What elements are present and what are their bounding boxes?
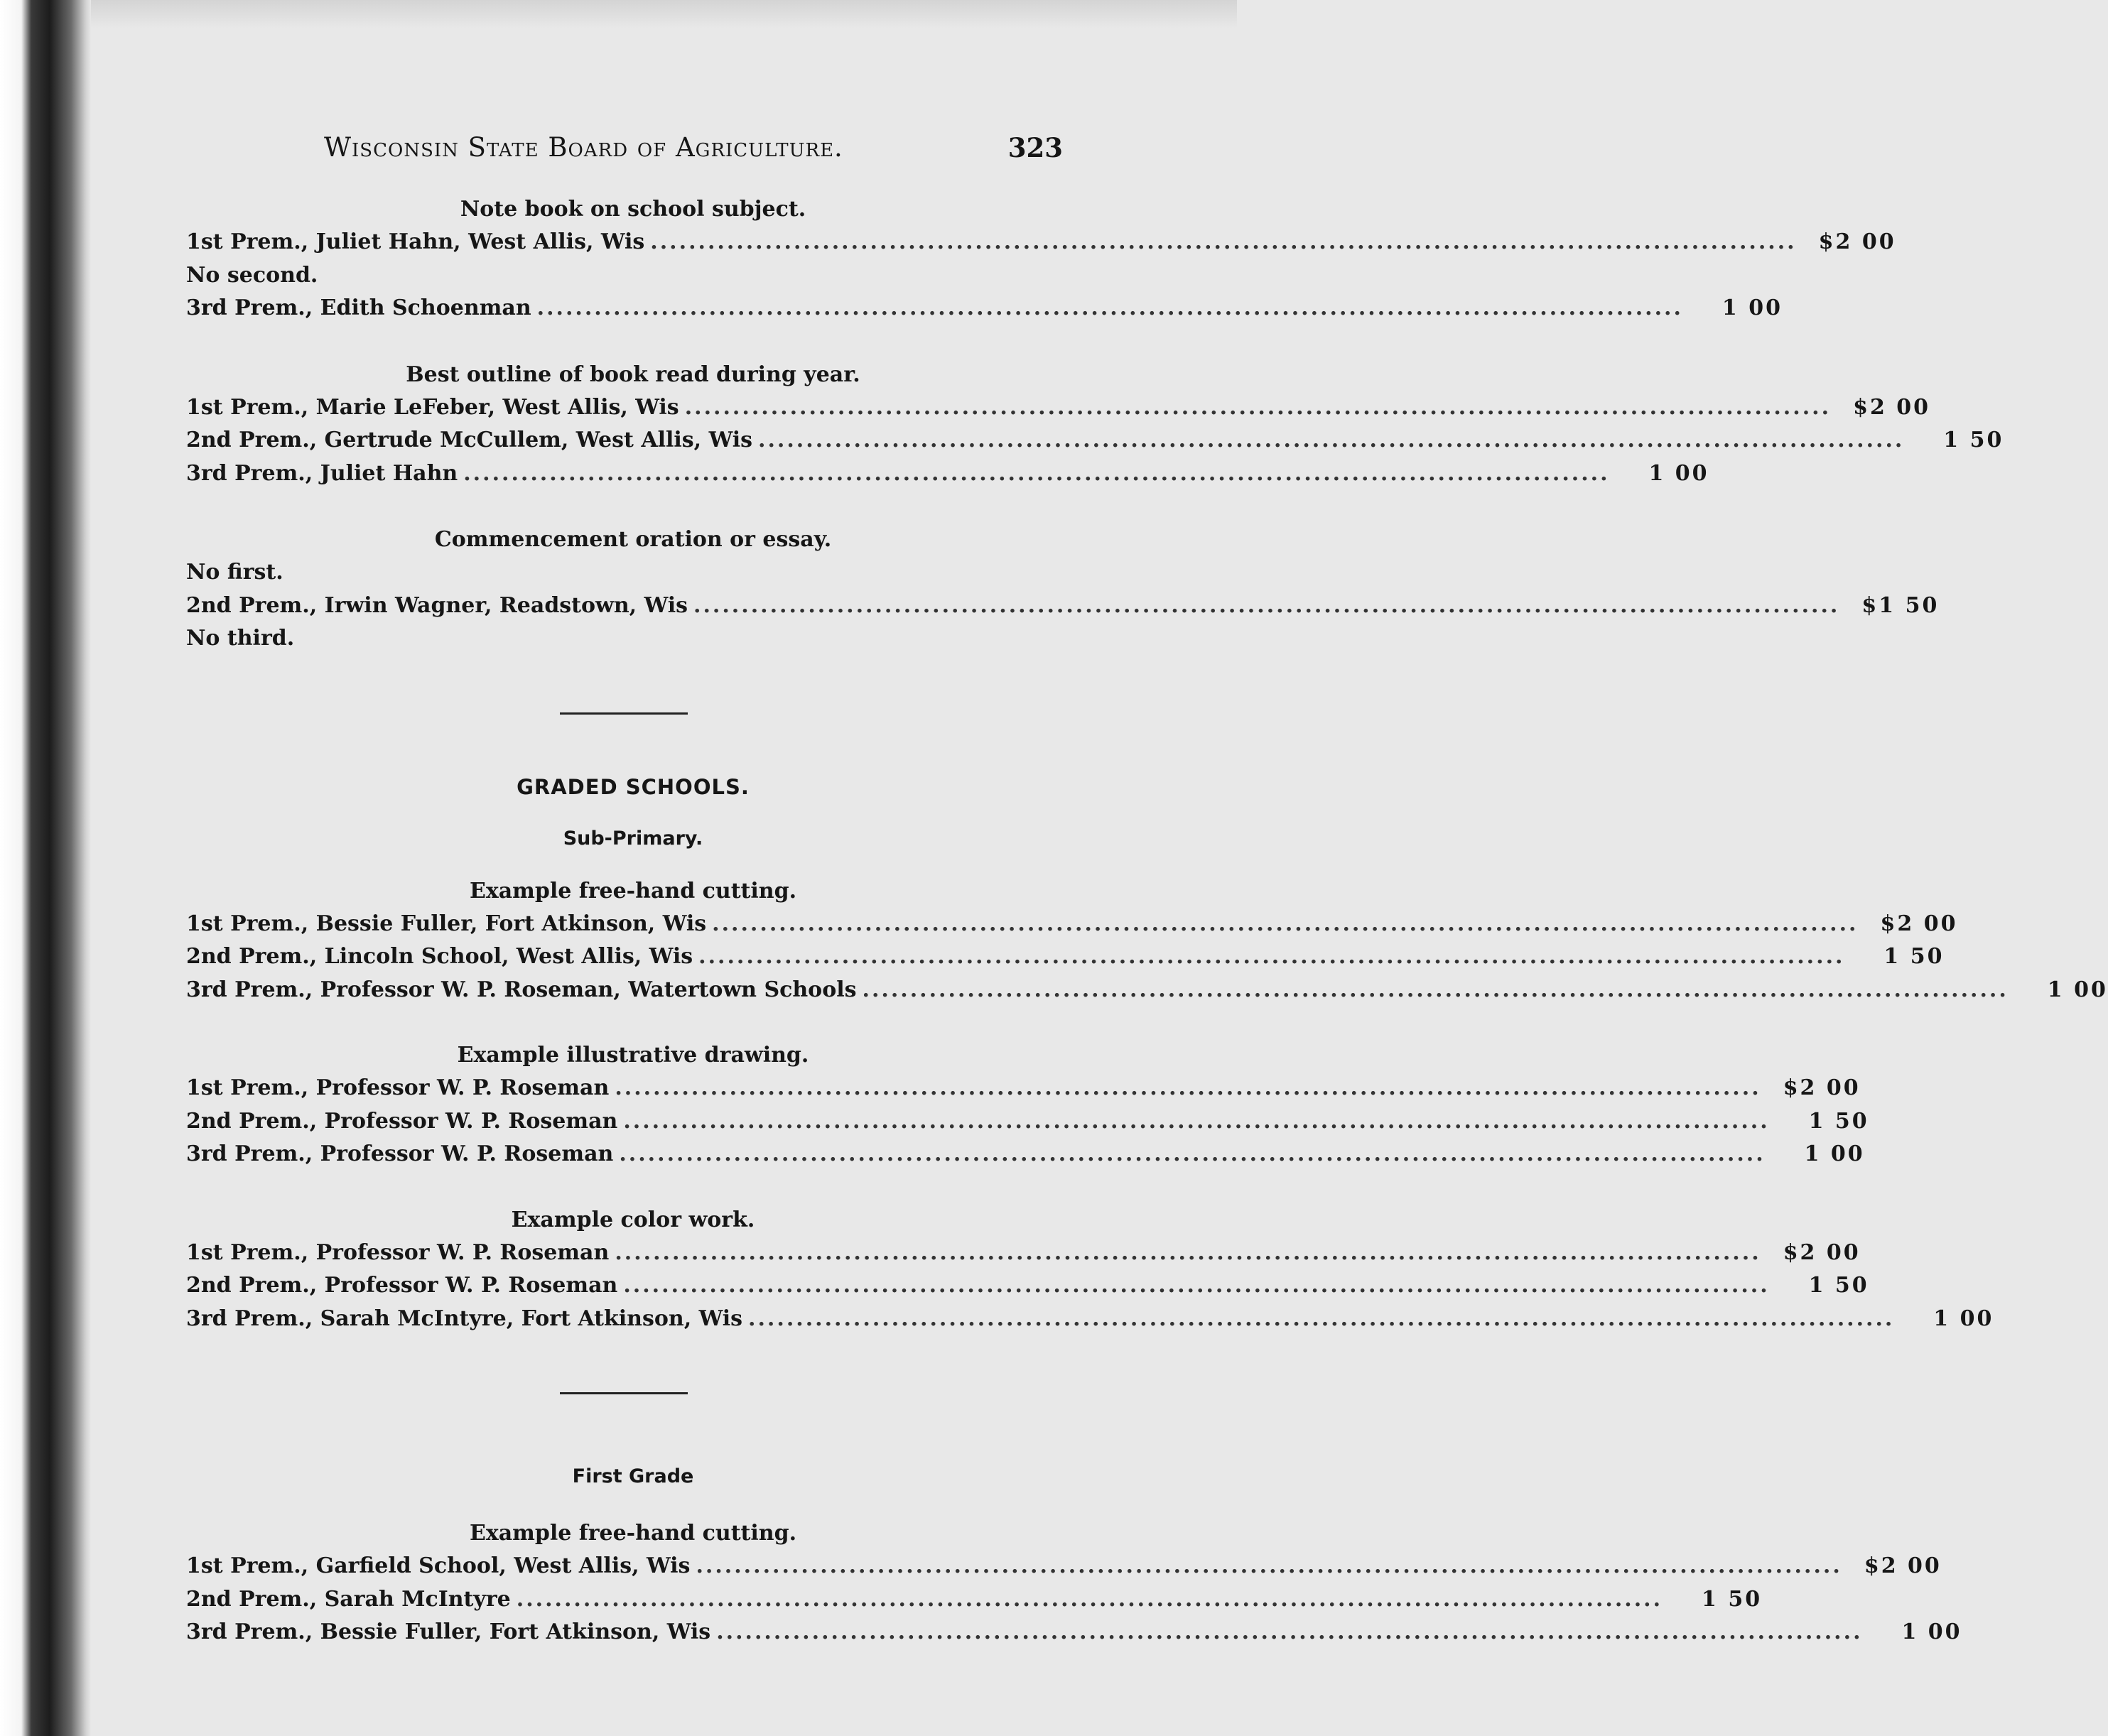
premium-entry: 1st Prem., Garfield School, West Allis, Wis — [186, 1553, 691, 1578]
dot-leader: ........................................................................................................................ — [693, 592, 1840, 618]
premium-amount: 1 50 — [1943, 428, 2004, 452]
running-title: Wisconsin State Board of Agriculture. — [324, 132, 843, 163]
graded-schools-title: GRADED SCHOOLS. — [517, 774, 750, 799]
section-heading: Commencement oration or essay. — [434, 527, 832, 552]
premium-entry: 3rd Prem., Professor W. P. Roseman, Watertown Schools — [186, 977, 857, 1002]
section-heading: Example free-hand cutting. — [469, 878, 797, 904]
scan-shadow-top — [0, 0, 1237, 28]
dot-leader: ........................................................................................................................ — [716, 1620, 1863, 1644]
page-number: 323 — [1007, 132, 1063, 163]
no-award-note: No second. — [186, 262, 318, 288]
premium-amount: $2 00 — [1783, 1075, 1861, 1100]
dot-leader: ........................................................................................................................ — [536, 295, 1683, 320]
premium-row — [186, 292, 1783, 325]
premium-entry: 1st Prem., Professor W. P. Roseman — [186, 1239, 610, 1265]
dot-leader: ........................................................................................................................ — [862, 977, 2009, 1002]
premium-row — [186, 1583, 1763, 1617]
premium-row — [186, 1303, 1994, 1336]
premium-amount: 1 50 — [1808, 1108, 1869, 1134]
dot-leader: ........................................................................................................................ — [615, 1075, 1761, 1100]
dot-leader: ........................................................................................................................ — [698, 944, 1845, 969]
section-heading: Best outline of book read during year. — [406, 362, 860, 387]
premium-entry: 2nd Prem., Irwin Wagner, Readstown, Wis — [186, 592, 688, 618]
premium-amount: $2 00 — [1853, 394, 1931, 420]
page-header — [324, 132, 1063, 168]
premium-amount: 1 50 — [1808, 1273, 1869, 1298]
dot-leader: ........................................................................................................................ — [463, 460, 1610, 486]
section-heading: Example color work. — [511, 1207, 755, 1232]
no-award-note: No first. — [186, 560, 283, 585]
premium-row — [186, 457, 1709, 491]
premium-amount: $2 00 — [1864, 1553, 1942, 1578]
premium-row — [186, 1072, 1861, 1105]
premium-amount: 1 50 — [1883, 944, 1945, 969]
dot-leader: ........................................................................................................................ — [619, 1141, 1766, 1166]
premium-entry: 3rd Prem., Bessie Fuller, Fort Atkinson, Wis — [186, 1620, 711, 1644]
sub-primary-title: Sub-Primary. — [563, 827, 703, 850]
premium-entry: 2nd Prem., Gertrude McCullem, West Allis, Wis — [186, 428, 753, 452]
premium-row — [186, 391, 1931, 425]
page-body — [186, 193, 2108, 1649]
premium-entry: 2nd Prem., Professor W. P. Roseman — [186, 1108, 618, 1134]
section-heading: Note book on school subject. — [460, 197, 806, 222]
premium-entry: 1st Prem., Bessie Fuller, Fort Atkinson, Wis — [186, 911, 707, 936]
dot-leader: ........................................................................................................................ — [696, 1553, 1842, 1578]
premium-amount: $2 00 — [1783, 1239, 1861, 1265]
premium-row — [186, 1138, 1865, 1171]
section-heading: Example illustrative drawing. — [457, 1043, 809, 1068]
premium-row — [186, 1105, 1869, 1139]
dot-leader: ........................................................................................................................ — [758, 428, 1905, 452]
premium-entry: 2nd Prem., Lincoln School, West Allis, Wis — [186, 944, 693, 969]
premium-entry: 1st Prem., Professor W. P. Roseman — [186, 1075, 610, 1100]
no-award-note: No third. — [186, 626, 295, 651]
premium-amount: 1 00 — [2047, 977, 2108, 1002]
premium-row — [186, 908, 1958, 941]
premium-entry: 2nd Prem., Sarah McIntyre — [186, 1586, 511, 1612]
dot-leader: ........................................................................................................................ — [623, 1273, 1770, 1298]
premium-row — [186, 590, 1940, 623]
premium-row — [186, 226, 1896, 259]
premium-entry: 1st Prem., Marie LeFeber, West Allis, Wis — [186, 394, 679, 420]
premium-amount: 1 00 — [1901, 1620, 1962, 1644]
dot-leader: ........................................................................................................................ — [623, 1108, 1770, 1134]
first-grade-title: First Grade — [572, 1465, 694, 1487]
premium-entry: 3rd Prem., Professor W. P. Roseman — [186, 1141, 614, 1166]
premium-entry: 3rd Prem., Juliet Hahn — [186, 460, 458, 486]
premium-amount: 1 50 — [1702, 1586, 1763, 1612]
premium-entry: 2nd Prem., Professor W. P. Roseman — [186, 1273, 618, 1298]
dot-leader: ........................................................................................................................ — [748, 1306, 1895, 1331]
premium-amount: $2 00 — [1880, 911, 1958, 936]
premium-row — [186, 1616, 1962, 1649]
premium-amount: 1 00 — [1648, 460, 1709, 486]
premium-entry: 3rd Prem., Sarah McIntyre, Fort Atkinson, Wis — [186, 1306, 743, 1331]
dot-leader: ........................................................................................................................ — [684, 394, 1832, 420]
premium-amount: 1 00 — [1933, 1306, 1994, 1331]
dot-leader: ........................................................................................................................ — [516, 1586, 1663, 1612]
section-heading: Example free-hand cutting. — [469, 1521, 797, 1546]
premium-amount: 1 00 — [1721, 295, 1783, 320]
premium-row — [186, 1237, 1861, 1270]
premium-amount: 1 00 — [1804, 1141, 1865, 1166]
premium-row — [186, 1269, 1869, 1303]
premium-amount: $2 00 — [1818, 229, 1896, 254]
premium-entry: 1st Prem., Juliet Hahn, West Allis, Wis — [186, 229, 645, 254]
premium-row — [186, 974, 2108, 1007]
dot-leader: ........................................................................................................................ — [615, 1239, 1761, 1265]
premium-row — [186, 940, 1945, 974]
premium-row — [186, 424, 2004, 457]
dot-leader: ........................................................................................................................ — [650, 229, 1797, 254]
premium-row — [186, 1550, 1942, 1583]
book-binding-edge — [0, 0, 91, 1736]
premium-amount: $1 50 — [1861, 592, 1940, 618]
dot-leader: ........................................................................................................................ — [712, 911, 1859, 936]
premium-entry: 3rd Prem., Edith Schoenman — [186, 295, 531, 320]
